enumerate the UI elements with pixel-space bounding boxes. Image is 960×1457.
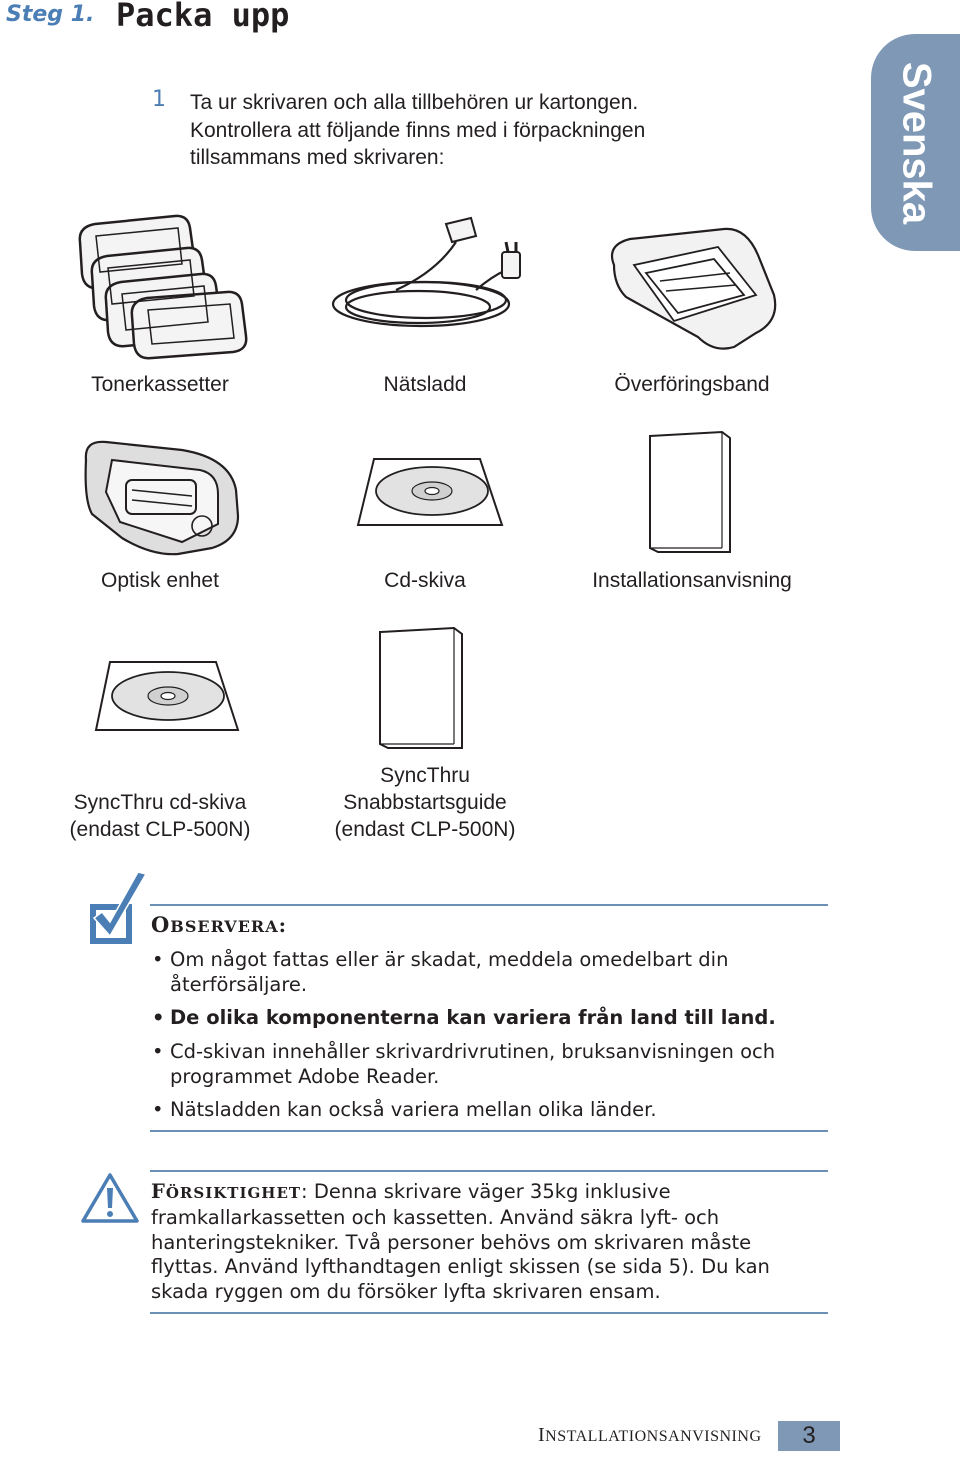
cd-icon	[356, 457, 504, 527]
item-label-optical-unit: Optisk enhet	[101, 569, 219, 592]
item-label-syncthru-cd: SyncThru cd-skiva (endast CLP-500N)	[69, 791, 251, 841]
warning-icon	[80, 1172, 140, 1224]
language-tab-label: Svenska	[894, 61, 938, 224]
cd-icon	[94, 660, 240, 732]
note-heading: OBSERVERA:	[151, 912, 288, 937]
intro-line: Ta ur skrivaren och alla tillbehören ur kartongen.	[190, 91, 639, 114]
caution-heading: FÖRSIKTIGHET	[151, 1180, 302, 1203]
caution-text: FÖRSIKTIGHET: Denna skrivare väger 35kg inklusive framkallarkassetten och kassetten. Använd säkra lyft- och hanteringstekniker. Två personer behövs om skrivaren måste flyttas. Använd lyfthandtagen enligt skissen (se sida 5). Du kan skada ryggen om du försöker lyfta skrivaren ensam.	[151, 1180, 770, 1304]
item-label-syncthru-guide: SyncThru Snabbstartsguide (endast CLP-500N)	[334, 764, 516, 841]
checkmark-note-icon	[88, 870, 150, 950]
intro-text	[190, 89, 790, 172]
power-cord-icon	[326, 212, 536, 337]
caution-top-rule	[150, 1170, 828, 1172]
page-title: Packa upp	[116, 0, 290, 34]
language-tab	[871, 34, 960, 251]
note-item: • Om något fattas eller är skadat, meddela omedelbart din återförsäljare.	[152, 948, 729, 996]
note-top-rule	[150, 904, 828, 906]
manual-book-icon	[378, 626, 464, 750]
caution-bottom-rule	[150, 1312, 828, 1314]
step-number: 1	[152, 87, 166, 112]
page-number: 3	[802, 1422, 816, 1449]
item-label-transfer-belt: Överföringsband	[614, 373, 770, 396]
item-label-power-cord: Nätsladd	[383, 373, 467, 396]
intro-line: tillsammans med skrivaren:	[190, 146, 445, 169]
footer-label: INSTALLATIONSANVISNING	[538, 1424, 762, 1446]
page-number-box	[778, 1421, 840, 1451]
item-label-toner: Tonerkassetter	[91, 373, 229, 396]
item-label-cd: Cd-skiva	[384, 569, 466, 592]
toner-cartridges-icon	[70, 212, 260, 360]
optical-unit-icon	[82, 430, 240, 556]
note-bottom-rule	[150, 1130, 828, 1132]
item-label-manual: Installationsanvisning	[592, 569, 792, 592]
step-label: Steg 1.	[6, 2, 95, 27]
transfer-belt-icon	[606, 225, 778, 353]
note-item: • Nätsladden kan också variera mellan olika länder.	[152, 1098, 657, 1121]
note-item: • Cd-skivan innehåller skrivardrivrutinen, bruksanvisningen och programmet Adobe Reader.	[152, 1040, 776, 1088]
intro-line: Kontrollera att följande finns med i förpackningen	[190, 118, 646, 142]
manual-book-icon	[648, 430, 732, 554]
note-item: • De olika komponenterna kan variera från land till land.	[152, 1006, 776, 1029]
